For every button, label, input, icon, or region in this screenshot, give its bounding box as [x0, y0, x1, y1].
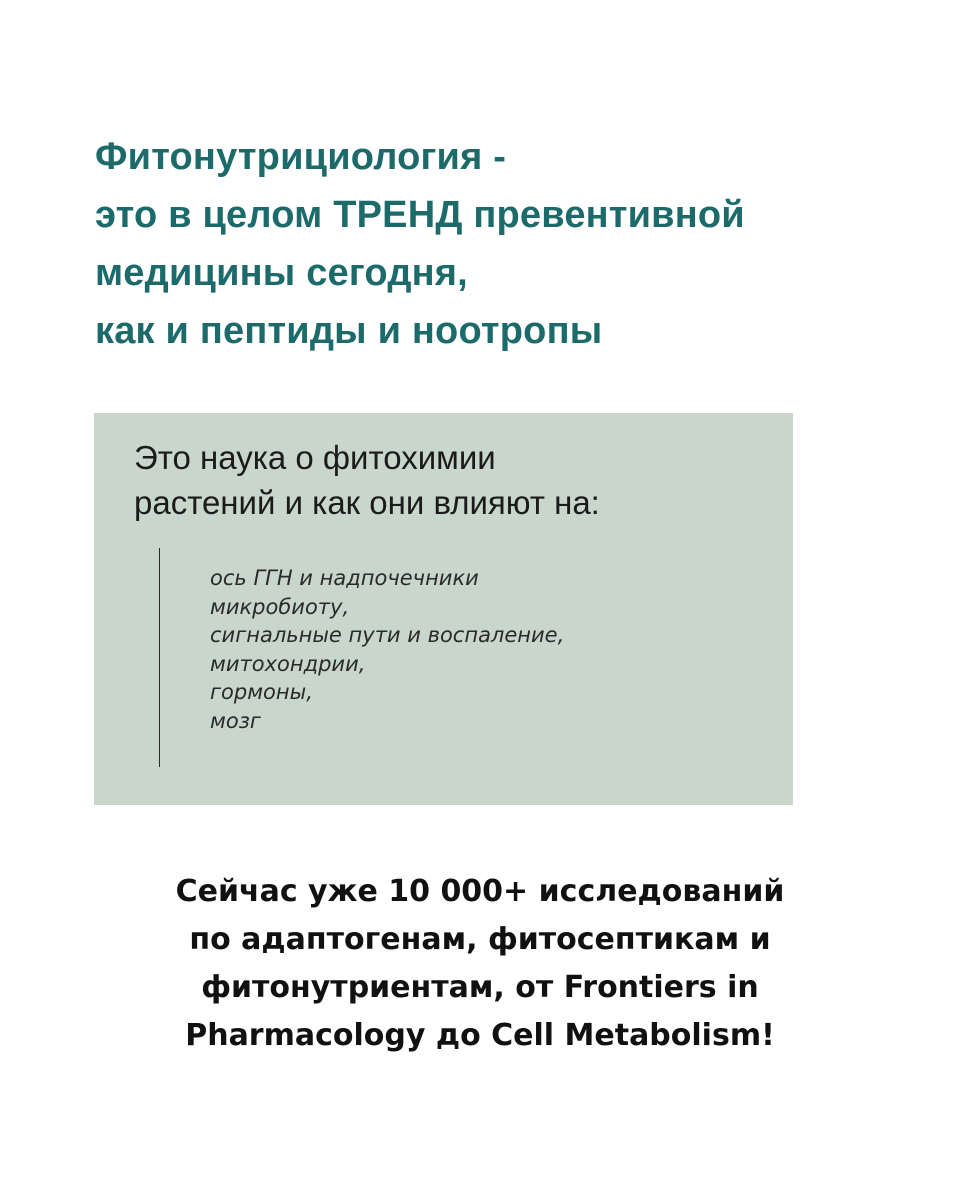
list-item: микробиоту, [210, 594, 350, 619]
panel-intro-line: Это наука о фитохимии [134, 439, 496, 476]
headline-line: медицины сегодня, [95, 252, 468, 294]
headline-line: это в целом ТРЕНД превентивной [95, 194, 745, 236]
definition-panel [94, 413, 793, 805]
research-statement [0, 868, 960, 1060]
list-item: мозг [210, 708, 261, 733]
headline [95, 128, 915, 360]
research-statement-line: по адаптогенам, фитосептикам и [189, 922, 771, 957]
effects-list [210, 564, 564, 735]
panel-intro [134, 435, 600, 525]
vertical-divider [159, 548, 160, 767]
headline-line: Фитонутрициология - [95, 136, 507, 178]
list-item: митохондрии, [210, 651, 366, 676]
research-statement-line: фитонутриентам, от Frontiers in [201, 970, 759, 1005]
panel-intro-line: растений и как они влияют на: [134, 484, 600, 521]
research-statement-line: Сейчас уже 10 000+ исследований [175, 874, 785, 909]
list-item: ось ГГН и надпочечники [210, 566, 479, 590]
headline-line: как и пептиды и ноотропы [95, 310, 603, 352]
list-item: сигнальные пути и воспаление, [210, 623, 565, 647]
list-item: гормоны, [210, 680, 313, 704]
research-statement-line: Pharmacology до Cell Metabolism! [185, 1018, 775, 1053]
